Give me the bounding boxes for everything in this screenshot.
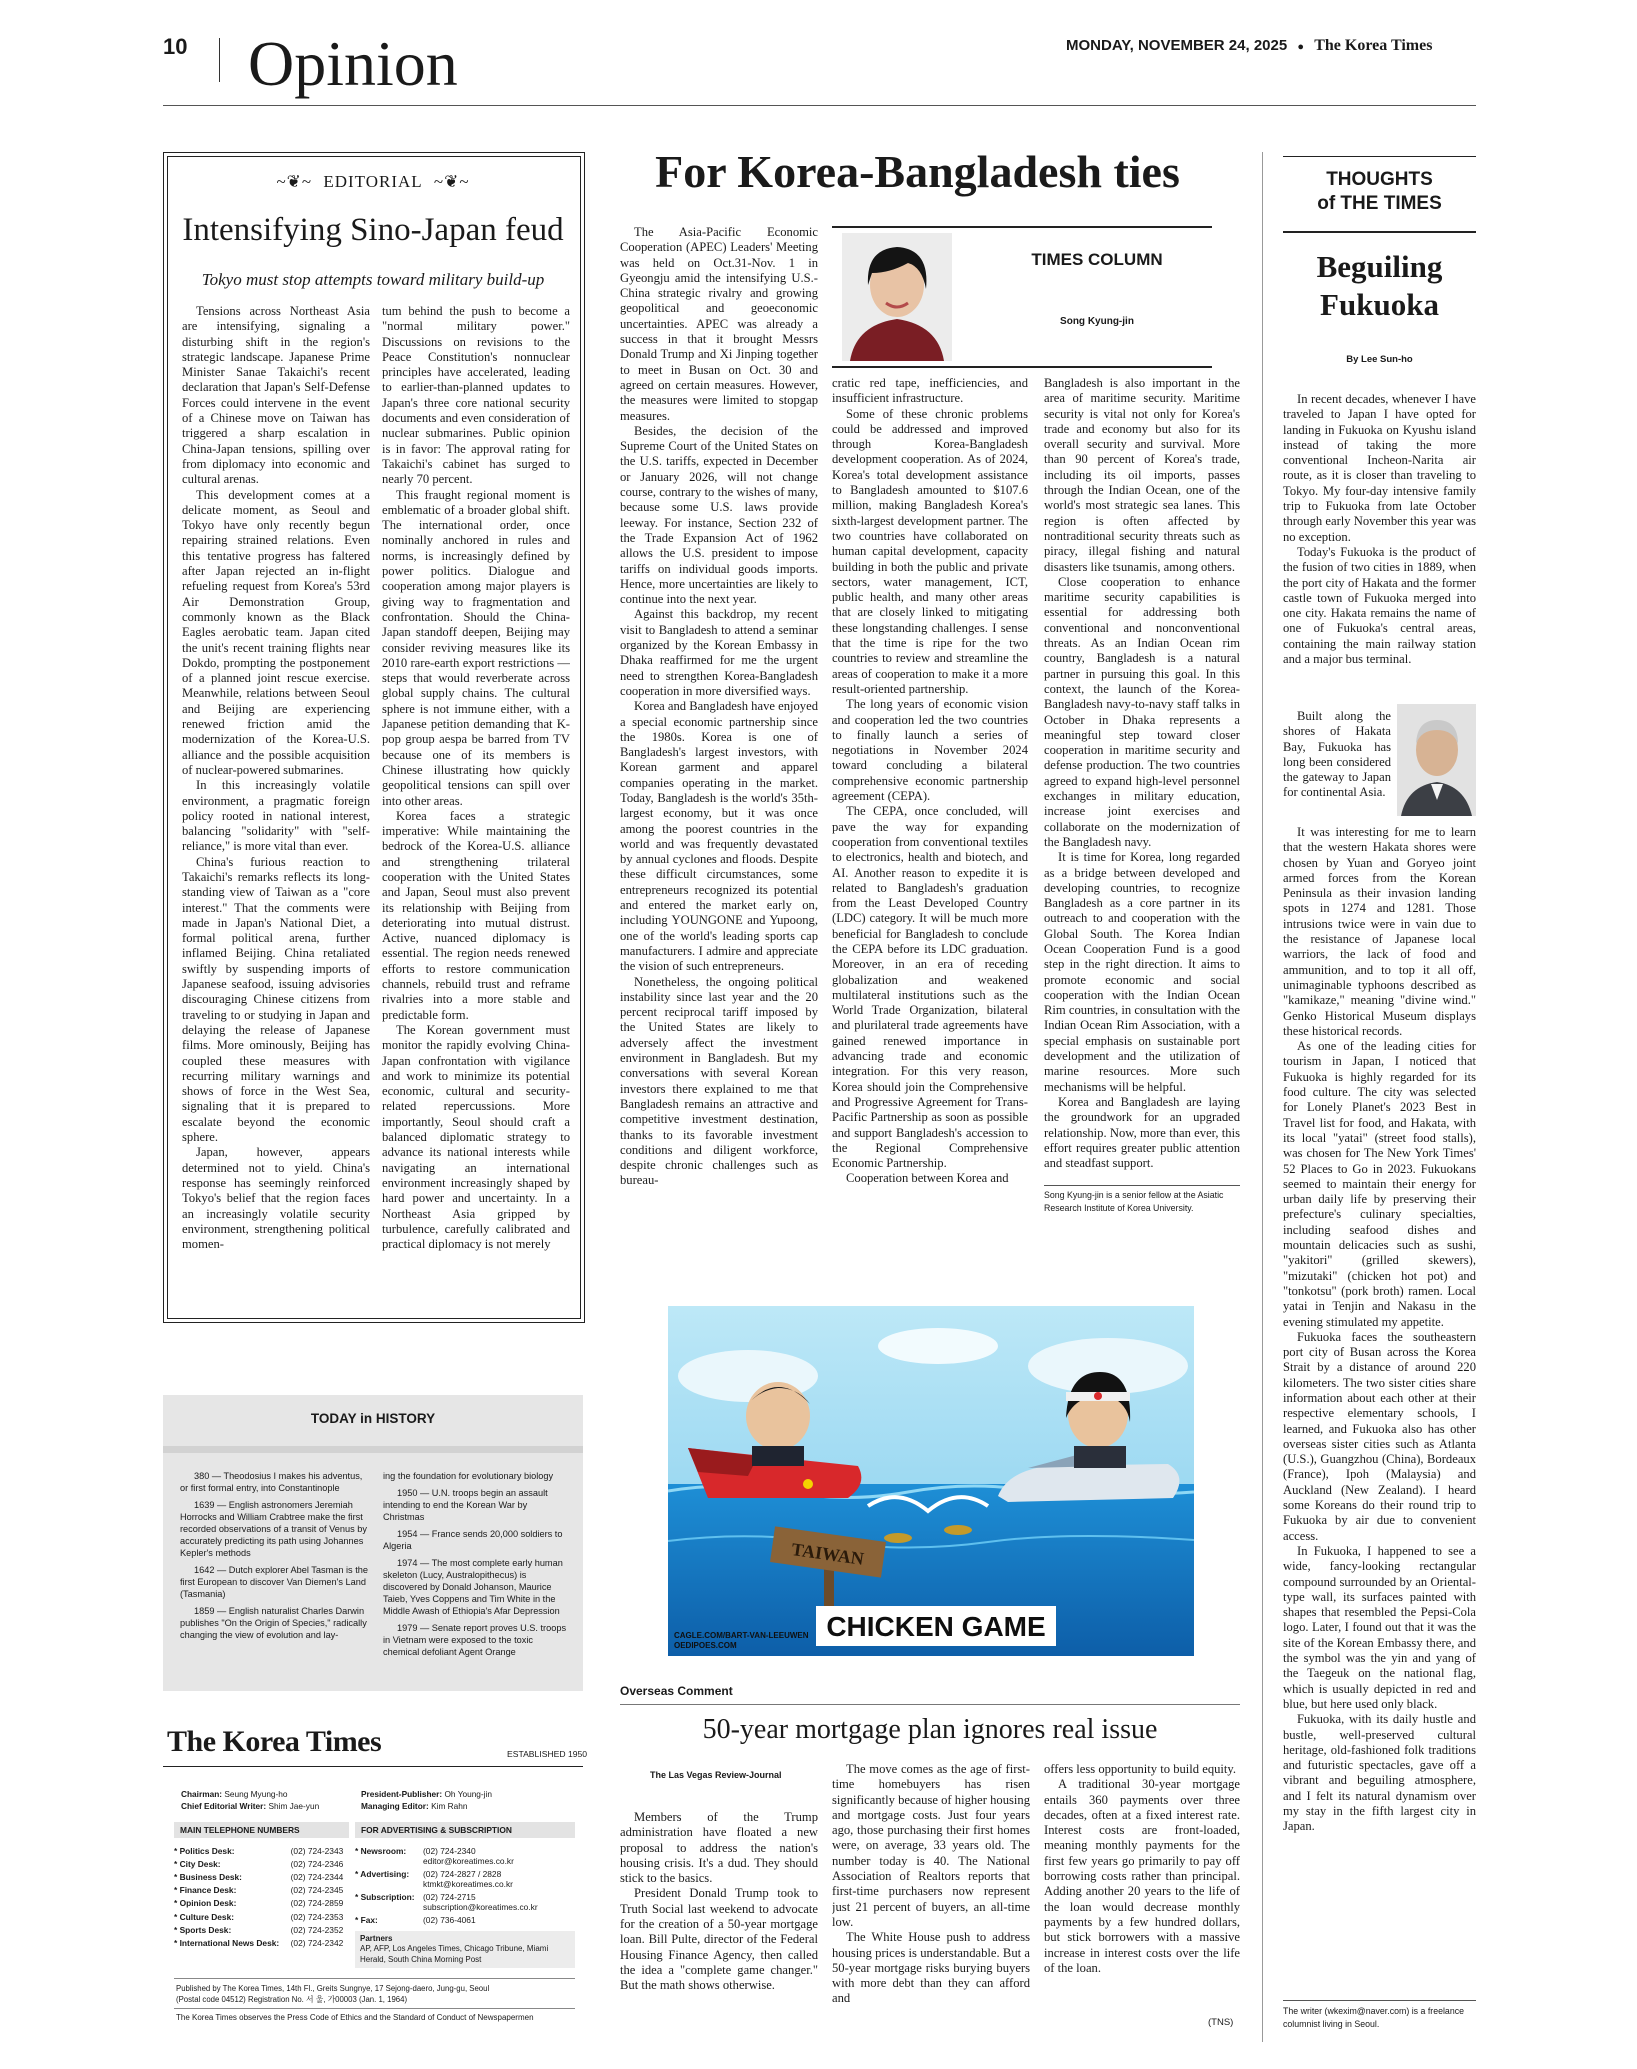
paragraph: Fukuoka, with its daily hustle and bustle, well-preserved cultural heritage, old-fashioned folk traditions and futuristic spectacles, gave off a vibrant and beguiling atmosphere, and I felt its natural dynamism over my stay in the fifth largest city in Japan. [1283, 1712, 1476, 1834]
thoughts-bio: The writer (wkexim@naver.com) is a freelance columnist living in Seoul. [1283, 2006, 1465, 2029]
paragraph: The White House push to address housing prices is understandable. But a 50-year mortgage risks burying buyers with more debt than they can afford and [832, 1930, 1030, 2006]
thoughts-title [1283, 248, 1476, 324]
column-label: TIMES COLUMN [1031, 250, 1163, 269]
date-text: MONDAY, NOVEMBER 24, 2025 [1066, 37, 1288, 54]
staff-role: President-Publisher: [361, 1789, 443, 1799]
tel-desk: * Culture Desk: [174, 1911, 235, 1922]
column-col-2 [832, 376, 1028, 1276]
thoughts-label-2: of THE TIMES [1317, 193, 1442, 214]
tel-title: MAIN TELEPHONE NUMBERS [174, 1822, 349, 1838]
tel-row [174, 1910, 349, 1923]
masthead-staff-right [361, 1788, 492, 1812]
paragraph: It is time for Korea, long regarded as a bridge between developed and developing countries, to recognize Bangladesh as a core partner in its outreach to and cooperation with the Global South. The Korea Indian Ocean Cooperation Fund is a good step in the right direction. It aims to promote economic and social cooperation with the Indian Ocean Rim countries, in consultation with the Indian Ocean Rim Association, with a special emphasis on sustainable port development and the utilization of marine resources. More such mechanisms will be helpful. [1044, 850, 1240, 1094]
paragraph: 1950 — U.N. troops begin an assault intending to end the Korean War by Christmas [383, 1488, 548, 1522]
thoughts-title-2: Fukuoka [1320, 287, 1439, 322]
paragraph: Japan, however, appears determined not to yield. China's response has seemingly reinforced Tokyo's belief that the region faces an increasingly volatile security environment, strengthening political momen- [182, 1145, 370, 1252]
header-date [1066, 37, 1432, 55]
overseas-source: The Las Vegas Review-Journal [650, 1770, 782, 1780]
page-number: 10 [163, 34, 188, 59]
tel-number: (02) 724-2346 [290, 1858, 344, 1869]
adv-box [355, 1822, 575, 1972]
paragraph: Besides, the decision of the Supreme Court of the United States on the U.S. tariffs, expected in December or January 2026, will not change course, contrary to the wishes of many, because some U.S. laws provide leeway. For instance, Section 232 of the Trade Expansion Act of 1962 allows the U.S. president to impose tariffs on individual goods imports. Hence, more uncertainties are likely to continue into the next year. [620, 423, 818, 607]
column-bio: Song Kyung-jin is a senior fellow at the Asiatic Research Institute of Korea University. [1044, 1190, 1224, 1213]
cartoon [668, 1306, 1194, 1656]
partners-list: AP, AFP, Los Angeles Times, Chicago Tribune, Miami Herald, South China Morning Post [360, 1944, 549, 1964]
column-col-1 [620, 225, 818, 1273]
thoughts-rule-top [1283, 156, 1476, 157]
editorial-title: Intensifying Sino-Japan feud [182, 212, 564, 248]
thoughts-divider [1262, 152, 1263, 2042]
adv-phone: (02) 724-2827 / 2828 [423, 1868, 502, 1879]
paragraph: Members of the Trump administration have floated a new proposal to address the nation's housing crisis. It's a dud. They should stick to the basics. [620, 1810, 818, 1886]
paragraph: Tensions across Northeast Asia are intensifying, signaling a disturbing shift in the region's strategic landscape. Japanese Prime Minister Sanae Takaichi's recent declaration that Japan's Self-Defense Forces could intervene in the event of a Chinese move on Taiwan has triggered a sharp escalation in China-Japan tensions, spilling over from diplomacy into economic and cultural arenas. [182, 304, 370, 487]
paragraph: A traditional 30-year mortgage entails 360 payments over three decades, often at a fixed interest rate. Interest costs are front-loaded, meaning monthly payments for the first few years go primarily to pay off borrowing costs rather than principal. Adding another 20 years to the life of the loan would decrease monthly payments by a few hundred dollars, but stick borrowers with a massive increase in interest costs over the life of the loan. [1044, 1777, 1240, 1975]
tel-number: (02) 724-2343 [290, 1845, 344, 1856]
masthead-published [176, 1983, 489, 2005]
header-rule [163, 105, 1476, 106]
flourish-left-icon: ~❦~ [276, 172, 313, 191]
staff-name: Seung Myung-ho [224, 1789, 288, 1799]
adv-table [355, 1844, 575, 1927]
paragraph: 1979 — Senate report proves U.S. troops in Vietnam were exposed to the toxic chemical defoliant Agent Orange [383, 1623, 567, 1657]
adv-desk: * Fax: [355, 1915, 378, 1926]
adv-title: FOR ADVERTISING & SUBSCRIPTION [355, 1822, 575, 1838]
history-bar [163, 1446, 583, 1453]
editorial-kicker-text: EDITORIAL [323, 172, 423, 191]
tel-desk: * Business Desk: [174, 1871, 242, 1882]
paragraph: Fukuoka faces the southeastern port city of Busan across the Korea Strait by a distance of around 220 kilometers. The two sister cities share information about each other at their respective elementary schools, I learned, and Fukuoka also has other overseas sister cities such as Atlanta (U.S.), Guangzhou (China), Bordeaux (France), Ipoh (Malaysia) and Auckland (New Zealand). I heard some Koreans do their round trip to Fukuoka by air due to convenient access. [1283, 1329, 1476, 1543]
overseas-headline: 50-year mortgage plan ignores real issue [702, 1714, 1158, 1745]
masthead-code-rule [174, 2008, 575, 2009]
overseas-col-1 [620, 1810, 818, 2040]
overseas-col-2 [832, 1762, 1030, 2042]
tel-desk: * City Desk: [174, 1858, 221, 1869]
tel-table [174, 1844, 349, 1950]
paragraph: Close cooperation to enhance maritime security capabilities is essential for addressing both conventional and nonconventional threats. As an Indian Ocean rim country, Bangladesh is a natural partner in pursuing this goal. In this context, the launch of the Korea-Bangladesh navy-to-navy staff talks in October in Dhaka represents a meaningful step toward closer cooperation in maritime security and defense production. The two countries agreed to expand high-level personnel exchanges in military education, increase joint exercises and collaborate on the modernization of the Bangladesh navy. [1044, 574, 1240, 849]
published-postal: (Postal code 04512) Registration No. 서 울, 가00003 (Jan. 1, 1964) [176, 1995, 408, 2004]
paragraph: The Asia-Pacific Economic Cooperation (APEC) Leaders' Meeting was held on Oct.31-Nov. 1 in Gyeongju amid the intensifying U.S.-China strategic rivalry and growing geopolitical and geoeconomic uncertainties. APEC was already a success in that it brought Messrs Donald Trump and Xi Jinping together to meet in Busan on Oct. 30 and agreed on certain measures. However, the measures were limited to stopgap measures. [620, 225, 818, 423]
staff-name: Oh Young-jin [444, 1789, 492, 1799]
paragraph: Against this backdrop, my recent visit to Bangladesh to attend a seminar organized by the Korean Embassy in Dhaka reaffirmed for me the urgent need to strengthen Korea-Bangladesh cooperation in more diversified ways. [620, 607, 818, 698]
editorial-column-1 [182, 304, 370, 1314]
paragraph: The CEPA, once concluded, will pave the way for expanding cooperation from conventional textiles to electronics, health and biotech, and AI. Another reason to expedite it is related to Bangladesh's graduation from the Least Developed Country (LDC) category. It will be much more beneficial for Bangladesh to conclude the CEPA before its LDC graduation. Moreover, in an era of receding globalization and weakened multilateral institutions such as the World Trade Organization, bilateral and plurilateral trade agreements have gained renewed importance in advancing trade and economic integration. For this very reason, Korea should join the Comprehensive and Progressive Agreement for Trans-Pacific Partnership as soon as possible and support Bangladesh's accession to the Regional Comprehensive Economic Partnership. [832, 804, 1028, 1171]
adv-row [355, 1844, 575, 1867]
paragraph: 1859 — English naturalist Charles Darwin publishes "On the Origin of Species," radically changing the view of evolution and lay- [180, 1606, 367, 1640]
paragraph: Korea and Bangladesh are laying the groundwork for an upgraded relationship. Now, more than ever, this effort requires greater public attention and steadfast support. [1044, 1094, 1240, 1171]
thoughts-body-rest [1283, 825, 1476, 1975]
tel-number: (02) 724-2352 [290, 1924, 344, 1935]
adv-row [355, 1867, 575, 1890]
masthead-name: The Korea Times [167, 1725, 382, 1758]
tel-number: (02) 724-2345 [290, 1885, 344, 1896]
cartoon-credit-1: CAGLE.COM/BART-VAN-LEEUWEN [674, 1631, 809, 1640]
tel-box [174, 1822, 349, 1972]
adv-contact [423, 1867, 575, 1890]
header-paper: The Korea Times [1314, 37, 1433, 54]
editorial-subtitle: Tokyo must stop attempts toward military build-up [201, 270, 545, 289]
partners [355, 1931, 575, 1969]
writer-photo [1397, 704, 1476, 816]
adv-contact [423, 1914, 575, 1927]
paragraph: 1639 — English astronomers Jeremiah Horrocks and William Crabtree make the first recorded observations of a transit of Venus by accurately predicting its path using Johannes Kepler's methods [180, 1500, 367, 1558]
masthead-footer-rule [174, 1978, 575, 1979]
paragraph: In recent decades, whenever I have traveled to Japan I have opted for landing in Fukuoka on Kyushu island instead of taking the more conventional Incheon-Narita air route, as it is closer than traveling to Tokyo. My four-day intensive family trip to Fukuoka from late October through early November this year was no exception. [1283, 392, 1476, 544]
tel-row [174, 1923, 349, 1936]
editorial-column-2 [382, 304, 570, 1314]
adv-contact [423, 1844, 575, 1867]
paragraph: 1642 — Dutch explorer Abel Tasman is the first European to discover Van Diemen's Land (Tasmania) [180, 1565, 368, 1599]
tel-desk: * International News Desk: [174, 1937, 280, 1948]
paragraph: 380 — Theodosius I makes his adventus, or first formal entry, into Constantinople [180, 1471, 363, 1493]
paragraph: It was interesting for me to learn that the western Hakata shores were chosen by Yuan and Goryeo joint armed forces from the Korean Peninsula as their invasion landing spots in 1274 and 1281. Those intrusions twice were in vain due to the resistance of Japanese local warriors, the lack of food and ammunition, and to top it all off, unimaginable typhoons described as "kamikaze," meaning "divine wind." Genko Historical Museum displays these historical records. [1283, 825, 1476, 1038]
paragraph: This development comes at a delicate moment, as Seoul and Tokyo have only recently begun repairing strained relations. Even this tentative progress has faltered after Japan rejected an in-flight refueling request from Korea's 53rd Air Demonstration Group, commonly known as the Black Eagles aerobatic team. Japan cited the unit's recent training flights near Dokdo, prompting the postponement of a planned joint rescue exercise. Meanwhile, relations between Seoul and Beijing are experiencing renewed friction amid the modernization of the Korea-U.S. alliance and the possible acquisition of nuclear-powered submarines. [182, 487, 370, 777]
overseas-label: Overseas Comment [620, 1684, 733, 1698]
paragraph: This fraught regional moment is emblematic of a broader global shift. The international order, once nominally anchored in rules and norms, is increasingly defined by power politics. Dialogue and cooperation among major players is giving way to fragmentation and confrontation. Should the China-Japan standoff deepen, Beijing may consider reviving measures like its 2010 rare-earth export restrictions — steps that would reverberate across global supply chains. The cultural sphere is not immune either, with a Japanese petition demanding that K-pop group aespa be barred from TV because one of its members is Chinese illustrating how quickly geopolitical tensions can spill over into other areas. [382, 487, 570, 808]
paragraph: The Korean government must monitor the rapidly evolving China-Japan confrontation with vigilance and work to minimize its potential economic, cultural and security-related repercussions. More importantly, Seoul should craft a balanced diplomatic strategy to advance its national interests while navigating an international environment increasingly shaped by hard power and uncertainty. In a Northeast Asia gripped by turbulence, carefully calibrated and practical diplomacy is not merely [382, 1022, 570, 1252]
column-photo-box [832, 226, 1212, 368]
column-col-3 [1044, 376, 1240, 1176]
editorial-kicker [167, 172, 579, 192]
bio-rule [1044, 1185, 1240, 1186]
thoughts-body-top [1283, 392, 1476, 709]
column-author: Song Kyung-jin [1060, 316, 1134, 327]
paragraph: The move comes as the age of first-time homebuyers has risen significantly because of higher housing and mortgage costs. Just four years ago, those purchasing their first homes were, on average, 33 years old. The number today is 40. The National Association of Realtors reports that first-time purchasers now represent just 21 percent of buyers, an all-time low. [832, 1762, 1030, 1929]
paragraph: Bangladesh is also important in the area of maritime security. Maritime security is vital not only for Korea's trade and economy but also for its overall security and survival. More than 90 percent of Korea's trade, including its oil imports, passes through the Indian Ocean, one of the world's most strategic sea lanes. This region is often affected by nontraditional security threats such as piracy, illegal fishing and natural disasters like tsunamis, among others. [1044, 376, 1240, 574]
adv-row [355, 1914, 575, 1927]
paragraph: In Fukuoka, I happened to see a wide, fancy-looking rectangular compound surrounded by an Oriental-type wall, its surfaces painted with shapes that resembled the Pepsi-Cola logo. Later, I found out that it was the site of the Korean Embassy there, and the symbol was the yin and yang of the Taegeuk on the national flag, which is usually depicted in red and blue, but here used only black. [1283, 1543, 1476, 1711]
tel-desk: * Finance Desk: [174, 1885, 237, 1896]
paragraph: offers less opportunity to build equity. [1044, 1762, 1237, 1776]
published-address: Published by The Korea Times, 14th Fl., Greits Sungnye, 17 Sejong-daero, Jung-gu, Seoul [176, 1984, 490, 1993]
tel-desk: * Politics Desk: [174, 1845, 235, 1856]
paragraph: Today's Fukuoka is the product of the fusion of two cities in 1889, when the port city of Hakata and the former castle town of Fukuoka merged into one city. Hakata remains the name of one of Fukuoka's central areas, containing the main railway station and a major bus terminal. [1283, 544, 1476, 667]
paragraph: China's furious reaction to Takaichi's remarks reflects its long-standing view of Taiwan as a "core interest." That the comments were made in Japan's National Diet, a formal political arena, further inflamed Beijing. China retaliated swiftly by suspending imports of Japanese seafood, issuing advisories discouraging Chinese citizens from traveling to or studying in Japan and delaying the release of Japanese films. More ominously, Beijing has coupled these measures with recurring military warnings and shows of force in the West Sea, signaling that it is prepared to escalate beyond the economic sphere. [182, 854, 370, 1145]
masthead-code: The Korea Times observes the Press Code of Ethics and the Standard of Conduct of Newspapermen [176, 2013, 534, 2022]
section-title: Opinion [248, 28, 458, 99]
thoughts-wrap-paragraph: Built along the shores of Hakata Bay, Fukuoka has long been considered the gateway to Japan for continental Asia. [1283, 709, 1391, 800]
writer-portrait-icon [1397, 704, 1476, 816]
adv-email: editor@koreatimes.co.kr [423, 1855, 514, 1866]
staff-name: Shim Jae-yun [268, 1801, 320, 1811]
adv-desk: * Subscription: [355, 1891, 415, 1902]
tel-row [174, 1897, 349, 1910]
paragraph: The long years of economic vision and cooperation led the two countries to finally launch a series of negotiations in November 2024 toward concluding a bilateral comprehensive economic partnership agreement (CEPA). [832, 697, 1028, 804]
cartoon-illustration [668, 1306, 1194, 1656]
adv-contact [423, 1890, 575, 1913]
tel-desk: * Sports Desk: [174, 1924, 232, 1935]
thoughts-title-1: Beguiling [1316, 249, 1443, 284]
history-title: TODAY in HISTORY [310, 1411, 436, 1426]
thoughts-label-1: THOUGHTS [1326, 169, 1433, 190]
tel-number: (02) 724-2344 [290, 1871, 344, 1882]
paragraph: ing the foundation for evolutionary biology [383, 1471, 554, 1481]
history-column-1 [180, 1470, 368, 1685]
paragraph: 1954 — France sends 20,000 soldiers to Algeria [383, 1529, 563, 1551]
author-portrait-icon [842, 233, 952, 361]
thoughts-rule-bottom [1283, 231, 1476, 233]
adv-phone: (02) 724-2340 [423, 1845, 476, 1856]
masthead-established: ESTABLISHED 1950 [507, 1749, 588, 1759]
tel-desk: * Opinion Desk: [174, 1898, 237, 1909]
adv-email: ktmkt@koreatimes.co.kr [423, 1878, 513, 1889]
thoughts-byline: By Lee Sun-ho [1346, 354, 1413, 365]
overseas-col-3 [1044, 1762, 1240, 2024]
staff-role: Chief Editorial Writer: [181, 1801, 267, 1811]
paragraph: cratic red tape, inefficiencies, and insufficient infrastructure. [832, 376, 1028, 406]
cartoon-credit-2: OEDIPOES.COM [674, 1641, 737, 1650]
tel-row [174, 1884, 349, 1897]
flourish-right-icon: ~❦~ [433, 172, 470, 191]
thoughts-wrap-text [1283, 709, 1391, 821]
paragraph: Korea faces a strategic imperative: While maintaining the bedrock of the Korea-U.S. alliance and strengthening trilateral cooperation with the United States and Japan, Seoul must also prevent its relationship with Beijing from deteriorating into mutual distrust. Active, nuanced diplomacy is essential. The region needs renewed efforts to restore communication channels, rebuild trust and reframe rivalries into a more stable and predictable form. [382, 808, 570, 1022]
author-photo [842, 233, 952, 361]
paragraph: Nonetheless, the ongoing political instability since last year and the 20 percent reciprocal tariff imposed by the United States are likely to adversely affect the investment environment in Bangladesh. But my conversations with several Korean investors there explained to me that Bangladesh remains an attractive and competitive investment destination, thanks to its favorable investment conditions and diligent workforce, despite chronic challenges such as bureau- [620, 974, 818, 1188]
cartoon-caption: CHICKEN GAME [826, 1611, 1046, 1642]
masthead-staff-left [181, 1788, 319, 1812]
adv-row [355, 1890, 575, 1913]
tel-row [174, 1870, 349, 1883]
column-headline: For Korea-Bangladesh ties [655, 146, 1180, 197]
adv-desk: * Advertising: [355, 1868, 410, 1879]
header-bullet: ● [1297, 41, 1305, 53]
cartoon-sign-text: TAIWAN [790, 1539, 866, 1569]
staff-role: Chairman: [181, 1789, 223, 1799]
tel-row [174, 1936, 349, 1949]
tel-number: (02) 724-2353 [290, 1911, 344, 1922]
staff-name: Kim Rahn [431, 1801, 468, 1811]
staff-role: Managing Editor: [361, 1801, 429, 1811]
tel-row [174, 1844, 349, 1857]
overseas-tag: (TNS) [1208, 2017, 1234, 2028]
paragraph: As one of the leading cities for tourism in Japan, I noticed that Fukuoka is highly regarded for its food culture. The city was selected for Lonely Planet's 2023 Best in Travel list for food, and Hakata, with its local "yatai" (street food stalls), was chosen for The New York Times' 52 Places to Go in 2023. Fukuokans seemed to maintain their energy for urban daily life by preserving their prefecture's culinary specialties, including seafood dishes and mountain delicacies such as sushi, "yakitori" (grilled skewers), "mizutaki" (chicken hot pot) and "tonkotsu" (pork broth) ramen. Local yatai in Tenjin and Nakasu in the evening stimulated my appetite. [1283, 1039, 1476, 1329]
tel-number: (02) 724-2342 [290, 1937, 344, 1948]
paragraph: 1974 — The most complete early human skeleton (Lucy, Australopithecus) is discovered by Donald Johanson, Maurice Taieb, Yves Coppens and Tim White in the Middle Awash of Ethiopia's Afar Depression [383, 1558, 563, 1616]
tel-row [174, 1857, 349, 1870]
paragraph: tum behind the push to become a "normal military power." Discussions on revisions to the Peace Constitution's nonnuclear principles have accelerated, leading to earlier-than-planned updates to Japan's three core national security documents and even consideration of nuclear submarines. Public opinion is in favor: The approval rating for Takaichi's cabinet has surged to nearly 70 percent. [382, 304, 570, 487]
adv-desk: * Newsroom: [355, 1845, 407, 1856]
thoughts-bio-rule [1283, 2000, 1476, 2001]
tel-number: (02) 724-2859 [290, 1898, 344, 1909]
adv-email: subscription@koreatimes.co.kr [423, 1901, 538, 1912]
paragraph: Korea and Bangladesh have enjoyed a special economic partnership since the 1980s. Korea is one of Bangladesh's largest investors, with Korean garment and apparel companies operating in the market. Today, Bangladesh is the world's 35th-largest economy, but it was once among the poorest countries in the world and was frequently devastated by annual cyclones and floods. Despite these difficult circumstances, some entrepreneurs recognized its potential and entered the market early on, including YOUNGONE and Yupoong, one of the world's leading sports cap manufacturers. I admire and appreciate the vision of such entrepreneurs. [620, 699, 818, 974]
paragraph: Some of these chronic problems could be addressed and improved through Korea-Bangladesh development cooperation. As of 2024, Korea's total development assistance to Bangladesh amounted to $107.6 million, making Bangladesh Korea's sixth-largest development partner. The two countries have collaborated on human capital development, capacity building in both the public and private sectors, water management, ICT, public health, and many other areas that are closely linked to mitigating these longstanding challenges. I sense that the time is ripe for the two countries to review and streamline the areas of cooperation to make it a more result-oriented partnership. [832, 406, 1028, 696]
masthead-rule [163, 1766, 583, 1767]
adv-phone: (02) 724-2715 [423, 1891, 476, 1902]
partners-label: Partners [360, 1933, 393, 1943]
header-divider [219, 38, 220, 82]
paragraph: President Donald Trump took to Truth Social last weekend to advocate for the creation of a 50-year mortgage loan. Bill Pulte, director of the Federal Housing Finance Agency, then called the idea a "complete game changer." But the math shows otherwise. [620, 1886, 818, 1993]
history-column-2 [383, 1470, 571, 1685]
paragraph: Cooperation between Korea and [846, 1171, 1009, 1186]
overseas-rule [620, 1704, 1240, 1705]
adv-phone: (02) 736-4061 [423, 1915, 476, 1926]
paragraph: In this increasingly volatile environment, a pragmatic foreign policy rooted in national interest, balancing "solidarity" with "self-reliance," is more vital than ever. [182, 778, 370, 854]
thoughts-label [1283, 168, 1476, 216]
